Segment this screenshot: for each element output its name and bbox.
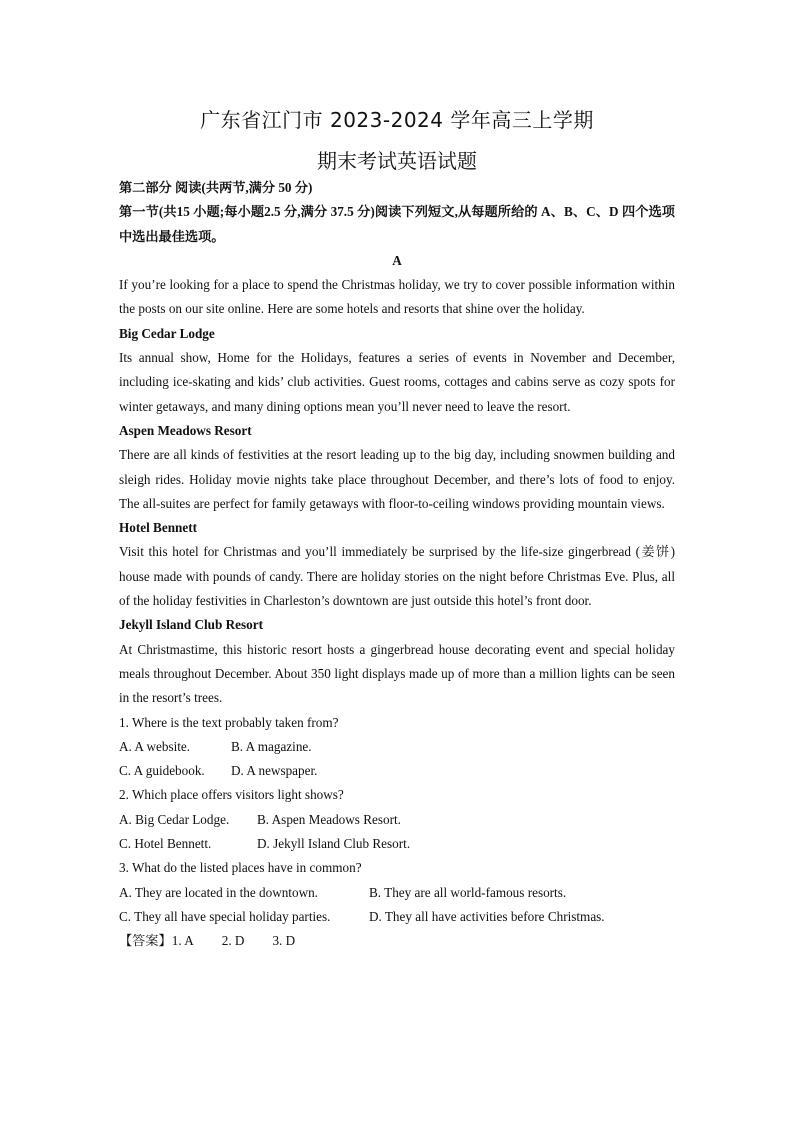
question-stem: 1. Where is the text probably taken from? xyxy=(119,714,339,730)
document-subtitle: 期末考试英语试题 xyxy=(317,149,477,173)
option: D. They all have activities before Christmas. xyxy=(369,908,605,924)
options-row xyxy=(119,832,675,856)
answer-item: 1. A xyxy=(171,933,194,949)
option: C. They all have special holiday parties. xyxy=(119,908,331,924)
place-description: At Christmastime, this historic resort hosts a gingerbread house decorating event and special holiday meals throughout December. About 350 light displays made up of more than a million lights can be seen in the resort’s trees. xyxy=(119,641,675,706)
options-row xyxy=(119,759,675,783)
passage-label: A xyxy=(392,252,402,268)
option: B. A magazine. xyxy=(231,738,312,754)
options-row xyxy=(119,905,675,929)
option: B. Aspen Meadows Resort. xyxy=(257,811,401,827)
option: C. Hotel Bennett. xyxy=(119,836,212,852)
section-instruction: 第一节(共15 小题;每小题2.5 分,满分 37.5 分)阅读下列短文,从每题所给的 A、B、C、D 四个选项中选出最佳选项。 xyxy=(119,204,675,244)
answer-label: 【答案】 xyxy=(119,933,172,949)
answer-item: 2. D xyxy=(221,933,245,949)
options-row xyxy=(119,735,675,759)
option: A. Big Cedar Lodge. xyxy=(119,811,230,827)
question-stem: 3. What do the listed places have in common? xyxy=(119,860,362,876)
document-title: 广东省江门市 2023-2024 学年高三上学期 xyxy=(200,108,594,132)
place-heading: Big Cedar Lodge xyxy=(119,325,215,341)
option: B. They are all world-famous resorts. xyxy=(369,884,567,900)
part-heading: 第二部分 阅读(共两节,满分 50 分) xyxy=(119,180,313,195)
place-heading: Jekyll Island Club Resort xyxy=(119,617,263,633)
answer-item: 3. D xyxy=(272,933,296,949)
place-description: There are all kinds of festivities at the resort leading up to the big day, including snowmen building and sleigh rides. Holiday movie nights take place throughout December, and there’s lots of food to enjoy. The all-suites are perfect for family getaways with floor-to-ceiling windows providing mountain views. xyxy=(119,447,675,511)
document-body xyxy=(119,176,675,954)
place-description: Visit this hotel for Christmas and you’ll immediately be surprised by the life-size gingerbread (姜饼) house made with pounds of candy. There are holiday stories on the night before Christmas Eve. Plus, all of the holiday festivities in Charleston’s downtown are just outside this hotel’s front door. xyxy=(119,544,675,609)
option: A. A website. xyxy=(119,738,191,754)
option: C. A guidebook. xyxy=(119,763,205,779)
passage-intro: If you’re looking for a place to spend the Christmas holiday, we try to cover possible information within the posts on our site online. Here are some hotels and resorts that shine over the holiday. xyxy=(119,277,675,317)
options-row xyxy=(119,881,675,905)
question-stem: 2. Which place offers visitors light shows? xyxy=(119,787,344,803)
option: A. They are located in the downtown. xyxy=(119,884,318,900)
answer-key xyxy=(119,929,675,953)
option: D. Jekyll Island Club Resort. xyxy=(257,836,411,852)
options-row xyxy=(119,808,675,832)
place-heading: Hotel Bennett xyxy=(119,520,198,536)
place-description: Its annual show, Home for the Holidays, features a series of events in November and December, including ice-skating and kids’ club activities. Guest rooms, cottages and cabins serve as cozy spots for winter getaways, and many dining options mean you’ll never need to leave the resort. xyxy=(119,350,675,414)
place-heading: Aspen Meadows Resort xyxy=(119,422,252,438)
option: D. A newspaper. xyxy=(231,763,318,779)
